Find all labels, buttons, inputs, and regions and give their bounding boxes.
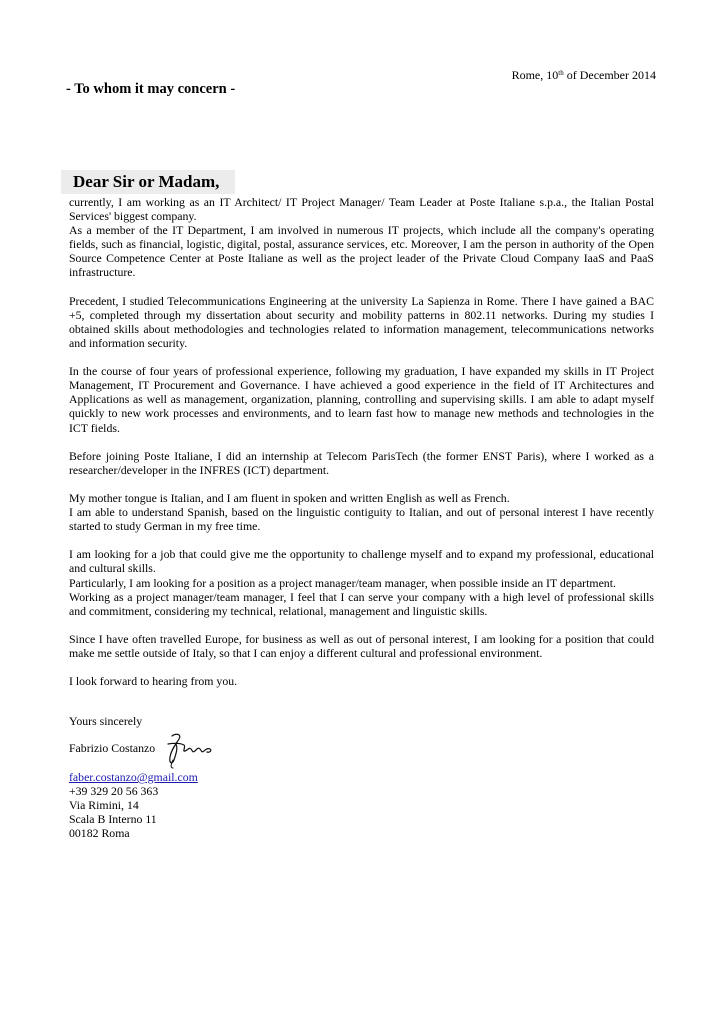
date-ordinal: th — [558, 69, 564, 77]
closing-line: Yours sincerely — [69, 714, 143, 728]
paragraph-skills: Working as a project manager/team manager, I feel that I can serve your company with a high level of professional skills and commitment, considering my technical, relational, management and linguistic skills. — [69, 589, 654, 618]
paragraph-languages-more: I am able to understand Spanish, based on the linguistic contiguity to Italian, and out of personal interest I have recently started to study German in my free time. — [69, 505, 654, 534]
paragraph-education: Precedent, I studied Telecommunications Engineering at the university La Sapienza in Rome. There I have gained a BAC +5, completed through my dissertation about security and mobility patterns in 802.11 networks. During my studies I obtained skills about methodologies and technologies related to information management, telecommunications networks and information security. — [69, 293, 654, 350]
to-whom-heading: - To whom it may concern - — [66, 81, 236, 97]
phone-number: +39 329 20 56 363 — [69, 784, 159, 799]
paragraph-relocation: Since I have often travelled Europe, for business as well as out of personal interest, I am looking for a position that could make me settle outside of Italy, so that I can enjoy a different cultural and professional environment. — [69, 631, 654, 660]
address-street: Via Rimini, 14 — [69, 798, 139, 813]
date-month-year: of December 2014 — [563, 68, 656, 82]
paragraph-it-department: As a member of the IT Department, I am involved in numerous IT projects, which include all the company's operating fields, such as financial, logistic, digital, postal, assurance services, etc. Moreover, I am the person in authority of the Open Source Competence Center at Poste Italiane as well as the project leader of the Private Cloud Company IaaS and PaaS infrastructure. — [69, 223, 654, 280]
date-day: Rome, 10 — [511, 68, 559, 82]
address-city: 00182 Roma — [69, 826, 130, 841]
letter-body — [69, 195, 654, 702]
contact-block — [69, 770, 198, 840]
paragraph-look-forward: I look forward to hearing from you. — [69, 674, 238, 689]
address-unit: Scala B Interno 11 — [69, 812, 157, 827]
paragraph-job-goal: I am looking for a job that could give me the opportunity to challenge myself and to expand my professional, educational and cultural skills. — [69, 547, 654, 576]
paragraph-current-role: currently, I am working as an IT Architect/ IT Project Manager/ Team Leader at Poste Italiane s.p.a., the Italian Postal Services' biggest company. — [69, 195, 654, 224]
paragraph-internship: Before joining Poste Italiane, I did an internship at Telecom ParisTech (the former ENST Paris), where I worked as a researcher/developer in the INFRES (ICT) department. — [69, 448, 654, 477]
signer-name: Fabrizio Costanzo — [69, 741, 156, 755]
paragraph-experience: In the course of four years of professional experience, following my graduation, I have expanded my skills in IT Project Management, IT Procurement and Governance. I have achieved a good experience in the field of IT Architectures and Applications as well as management, organization, planning, controlling and supervising skills. I am able to adapt myself quickly to new work processes and environments, and to learn fast how to manage new methods and technologies in the ICT fields. — [69, 364, 654, 435]
salutation-heading: Dear Sir or Madam, — [61, 170, 235, 194]
paragraph-languages: My mother tongue is Italian, and I am fluent in spoken and written English as well as French. — [69, 490, 510, 505]
email-link[interactable]: faber.costanzo@gmail.com — [69, 770, 198, 784]
paragraph-position: Particularly, I am looking for a position as a project manager/team manager, when possible inside an IT department. — [69, 575, 616, 590]
handwritten-signature — [162, 730, 214, 770]
letter-date — [512, 68, 656, 83]
